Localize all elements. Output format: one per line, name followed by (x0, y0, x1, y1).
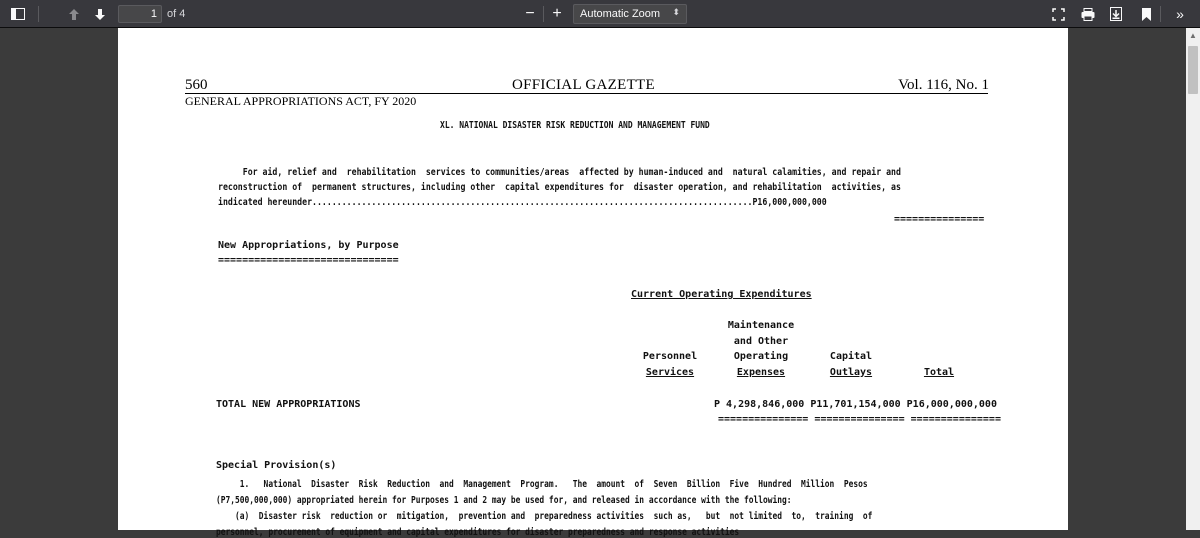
zoom-out-button[interactable]: − (525, 5, 535, 22)
pdf-toolbar (0, 0, 1200, 28)
current-operating-heading: Current Operating Expenditures (631, 289, 812, 300)
special-provisions-heading: Special Provision(s) (216, 460, 337, 471)
zoom-select[interactable] (573, 4, 687, 24)
act-subheader: GENERAL APPROPRIATIONS ACT, FY 2020 (185, 94, 417, 108)
personnel-services-column (630, 349, 710, 380)
new-appropriations-heading: New Appropriations, by Purpose (218, 240, 399, 251)
provision-line: 1. National Disaster Risk Reduction and Management Program. The amount of Seven Billion Five Hundred Million Pesos (216, 479, 868, 490)
toolbar-separator (38, 6, 39, 22)
total-label: TOTAL NEW APPROPRIATIONS (216, 399, 361, 410)
section-title: XL. NATIONAL DISASTER RISK REDUCTION AND MANAGEMENT FUND (440, 120, 710, 131)
column-header-line: Operating (733, 351, 789, 362)
scroll-up-icon[interactable]: ▲ (1189, 31, 1197, 40)
page-count-label: of 4 (167, 8, 186, 20)
tools-menu-icon[interactable]: » (1176, 6, 1184, 22)
mooe-column (718, 318, 804, 380)
double-underline: =============== =============== =============== (718, 414, 1001, 425)
double-underline: =============== (894, 214, 985, 225)
column-header-line: Services (645, 366, 695, 378)
zoom-select-value: Automatic Zoom (580, 8, 661, 20)
page-number-header: 560 (185, 77, 208, 93)
provision-line: (a) Disaster risk reduction or mitigation, prevention and preparedness activities such as, but not limited to, training of (216, 511, 873, 522)
column-header-line: and Other (733, 335, 789, 347)
volume-label: Vol. 116, No. 1 (898, 77, 989, 93)
provision-line: personnel, procurement of equipment and capital expenditures for disaster preparedness and response activities (216, 527, 740, 538)
column-header-line: Outlays (829, 366, 873, 378)
updown-chevron-icon: ⬍ (672, 7, 680, 17)
capital-outlays-column (814, 349, 888, 380)
page-number-input[interactable] (118, 5, 162, 23)
sidebar-toggle-icon[interactable] (6, 3, 30, 25)
column-header-line: Capital (829, 351, 873, 362)
zoom-in-button[interactable]: + (552, 5, 562, 22)
intro-paragraph: For aid, relief and rehabilitation services to communities/areas affected by human-induced and natural calamities, and repair and reconstruction of permanent structures, including other capital expenditures for disaster operation, and rehabilitation activities, as indicated hereunder.........................................................................................P16,000,000,000 (218, 167, 901, 208)
column-header-line: Personnel (642, 351, 698, 362)
toolbar-separator (543, 6, 544, 22)
bookmark-icon[interactable] (1134, 3, 1158, 25)
scrollbar-thumb[interactable] (1188, 46, 1198, 94)
column-header-line: Maintenance (727, 320, 795, 331)
column-header-line: Total (923, 367, 955, 378)
vertical-scrollbar[interactable] (1186, 28, 1200, 530)
provision-line: (P7,500,000,000) appropriated herein for Purposes 1 and 2 may be used for, and released in accordance with the following: (216, 495, 792, 506)
document-page (118, 28, 1068, 538)
print-icon[interactable] (1076, 3, 1100, 25)
total-values: P 4,298,846,000 P11,701,154,000 P16,000,000,000 (714, 399, 997, 410)
next-page-icon[interactable] (88, 3, 112, 25)
previous-page-icon[interactable] (62, 3, 86, 25)
column-header-line: Expenses (736, 366, 786, 378)
gazette-title: OFFICIAL GAZETTE (512, 77, 655, 93)
toolbar-separator (1160, 6, 1161, 22)
total-column (896, 365, 982, 381)
download-icon[interactable] (1104, 3, 1128, 25)
presentation-mode-icon[interactable] (1046, 3, 1070, 25)
double-underline: ============================== (218, 255, 399, 266)
